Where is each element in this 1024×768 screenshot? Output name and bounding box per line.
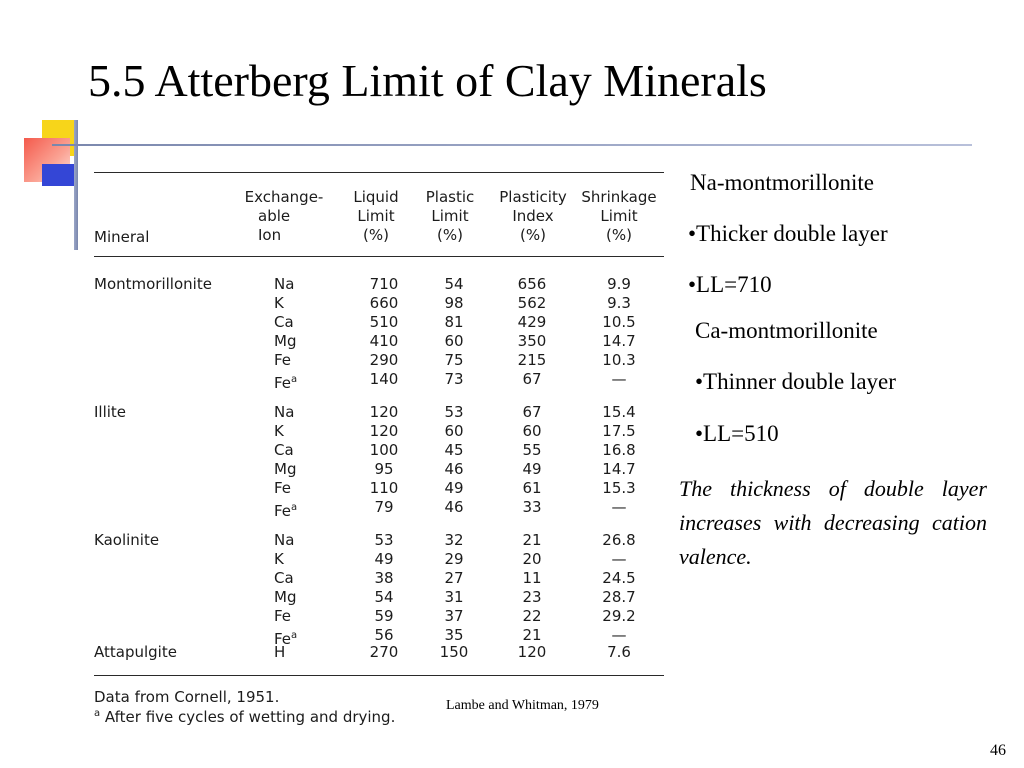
header-plasticity-index: Plasticity Index (%)	[499, 188, 567, 244]
ion-cell: Fe	[274, 607, 292, 625]
title-underline	[52, 144, 972, 146]
pi-cell: 120	[517, 643, 547, 661]
ion-cell: Na	[274, 531, 295, 549]
pl-cell: 53	[444, 403, 464, 421]
header-plastic-limit: Plastic Limit (%)	[425, 188, 475, 244]
ll-cell: 270	[369, 643, 399, 661]
ll-cell: 120	[369, 403, 399, 421]
pl-cell: 150	[439, 643, 469, 661]
footnote-a: $^a$ After five cycles of wetting and drying.	[94, 708, 396, 726]
pi-cell: 61	[522, 479, 542, 497]
pi-cell: 21	[522, 531, 542, 549]
sl-cell: 15.3	[602, 479, 636, 497]
sl-cell: 9.3	[607, 294, 631, 312]
pi-cell: 67	[522, 370, 542, 388]
ion-cell: Ca	[274, 569, 294, 587]
ll-cell: 38	[374, 569, 394, 587]
table-top-rule	[94, 172, 664, 173]
slide-title: 5.5 Atterberg Limit of Clay Minerals	[88, 55, 767, 106]
ion-cell: Fe$^a$	[274, 502, 298, 520]
sl-cell: 15.4	[602, 403, 636, 421]
pl-cell: 49	[444, 479, 464, 497]
pl-cell: 60	[444, 422, 464, 440]
mineral-name: Attapulgite	[94, 643, 177, 661]
sl-cell: 17.5	[602, 422, 636, 440]
pi-cell: 55	[522, 441, 542, 459]
sl-cell: 9.9	[607, 275, 631, 293]
ll-cell: 140	[369, 370, 399, 388]
pi-cell: 21	[522, 626, 542, 644]
ion-cell: Ca	[274, 313, 294, 331]
pl-cell: 73	[444, 370, 464, 388]
na-bullet-1: •Thicker double layer	[688, 221, 888, 246]
ion-cell: Na	[274, 403, 295, 421]
pi-cell: 60	[522, 422, 542, 440]
sl-cell: —	[611, 550, 627, 568]
ion-cell: Fe	[274, 351, 292, 369]
table-header-rule	[94, 256, 664, 257]
mineral-name: Kaolinite	[94, 531, 160, 549]
ll-cell: 120	[369, 422, 399, 440]
pl-cell: 46	[444, 498, 464, 516]
sl-cell: 26.8	[602, 531, 636, 549]
pl-cell: 35	[444, 626, 464, 644]
ll-cell: 79	[374, 498, 394, 516]
citation: Lambe and Whitman, 1979	[446, 698, 599, 713]
pl-cell: 75	[444, 351, 464, 369]
ll-cell: 56	[374, 626, 394, 644]
na-heading: Na-montmorillonite	[690, 170, 874, 195]
pl-cell: 27	[444, 569, 464, 587]
pi-cell: 23	[522, 588, 542, 606]
ion-cell: K	[274, 422, 284, 440]
ion-cell: K	[274, 550, 284, 568]
sl-cell: 10.5	[602, 313, 636, 331]
sl-cell: —	[611, 498, 627, 516]
sl-cell: 14.7	[602, 332, 636, 350]
pl-cell: 60	[444, 332, 464, 350]
ion-cell: Fe	[274, 479, 292, 497]
pi-cell: 11	[522, 569, 542, 587]
page-number: 46	[990, 742, 1006, 759]
ll-cell: 710	[369, 275, 399, 293]
ll-cell: 290	[369, 351, 399, 369]
mineral-name: Illite	[94, 403, 127, 421]
pi-cell: 67	[522, 403, 542, 421]
ion-cell: Mg	[274, 332, 297, 350]
na-bullet-2: •LL=710	[688, 272, 772, 297]
pl-cell: 81	[444, 313, 464, 331]
pi-cell: 20	[522, 550, 542, 568]
pl-cell: 29	[444, 550, 464, 568]
header-exchangeable-ion: Exchange- able Ion	[244, 188, 324, 244]
pi-cell: 656	[517, 275, 547, 293]
ll-cell: 110	[369, 479, 399, 497]
ion-cell: Mg	[274, 588, 297, 606]
pi-cell: 33	[522, 498, 542, 516]
ll-cell: 53	[374, 531, 394, 549]
ll-cell: 95	[374, 460, 394, 478]
ion-cell: Ca	[274, 441, 294, 459]
pl-cell: 37	[444, 607, 464, 625]
ll-cell: 660	[369, 294, 399, 312]
pi-cell: 429	[517, 313, 547, 331]
decorative-blue-square	[42, 164, 78, 186]
footnote-source: Data from Cornell, 1951.	[94, 688, 280, 706]
sl-cell: 24.5	[602, 569, 636, 587]
pl-cell: 45	[444, 441, 464, 459]
pl-cell: 46	[444, 460, 464, 478]
ll-cell: 59	[374, 607, 394, 625]
pl-cell: 98	[444, 294, 464, 312]
table-bottom-rule	[94, 675, 664, 676]
ion-cell: Na	[274, 275, 295, 293]
header-liquid-limit: Liquid Limit (%)	[353, 188, 399, 244]
ion-cell: Fe$^a$	[274, 374, 298, 392]
atterberg-table	[84, 150, 664, 740]
pl-cell: 32	[444, 531, 464, 549]
sl-cell: 16.8	[602, 441, 636, 459]
sl-cell: —	[611, 626, 627, 644]
ion-cell: H	[274, 643, 286, 661]
explanation-paragraph: The thickness of double layer increases with decreasing cation valence.	[679, 476, 987, 569]
ion-cell: Mg	[274, 460, 297, 478]
header-mineral: Mineral	[94, 228, 150, 246]
pi-cell: 22	[522, 607, 542, 625]
ca-heading: Ca-montmorillonite	[695, 318, 878, 343]
pl-cell: 54	[444, 275, 464, 293]
ll-cell: 54	[374, 588, 394, 606]
sl-cell: 14.7	[602, 460, 636, 478]
sl-cell: 7.6	[607, 643, 631, 661]
ca-bullet-1: •Thinner double layer	[695, 369, 896, 394]
sl-cell: 29.2	[602, 607, 636, 625]
mineral-name: Montmorillonite	[94, 275, 212, 293]
ll-cell: 410	[369, 332, 399, 350]
pi-cell: 350	[517, 332, 547, 350]
pl-cell: 31	[444, 588, 464, 606]
sl-cell: 10.3	[602, 351, 636, 369]
ll-cell: 100	[369, 441, 399, 459]
ca-bullet-2: •LL=510	[695, 421, 779, 446]
header-shrinkage-limit: Shrinkage Limit (%)	[581, 188, 657, 244]
sl-cell: 28.7	[602, 588, 636, 606]
decorative-vertical-line	[74, 120, 78, 250]
sl-cell: —	[611, 370, 627, 388]
ion-cell: Fe$^a$	[274, 630, 298, 648]
ll-cell: 510	[369, 313, 399, 331]
pi-cell: 215	[517, 351, 547, 369]
ion-cell: K	[274, 294, 284, 312]
pi-cell: 49	[522, 460, 542, 478]
pi-cell: 562	[517, 294, 547, 312]
ll-cell: 49	[374, 550, 394, 568]
